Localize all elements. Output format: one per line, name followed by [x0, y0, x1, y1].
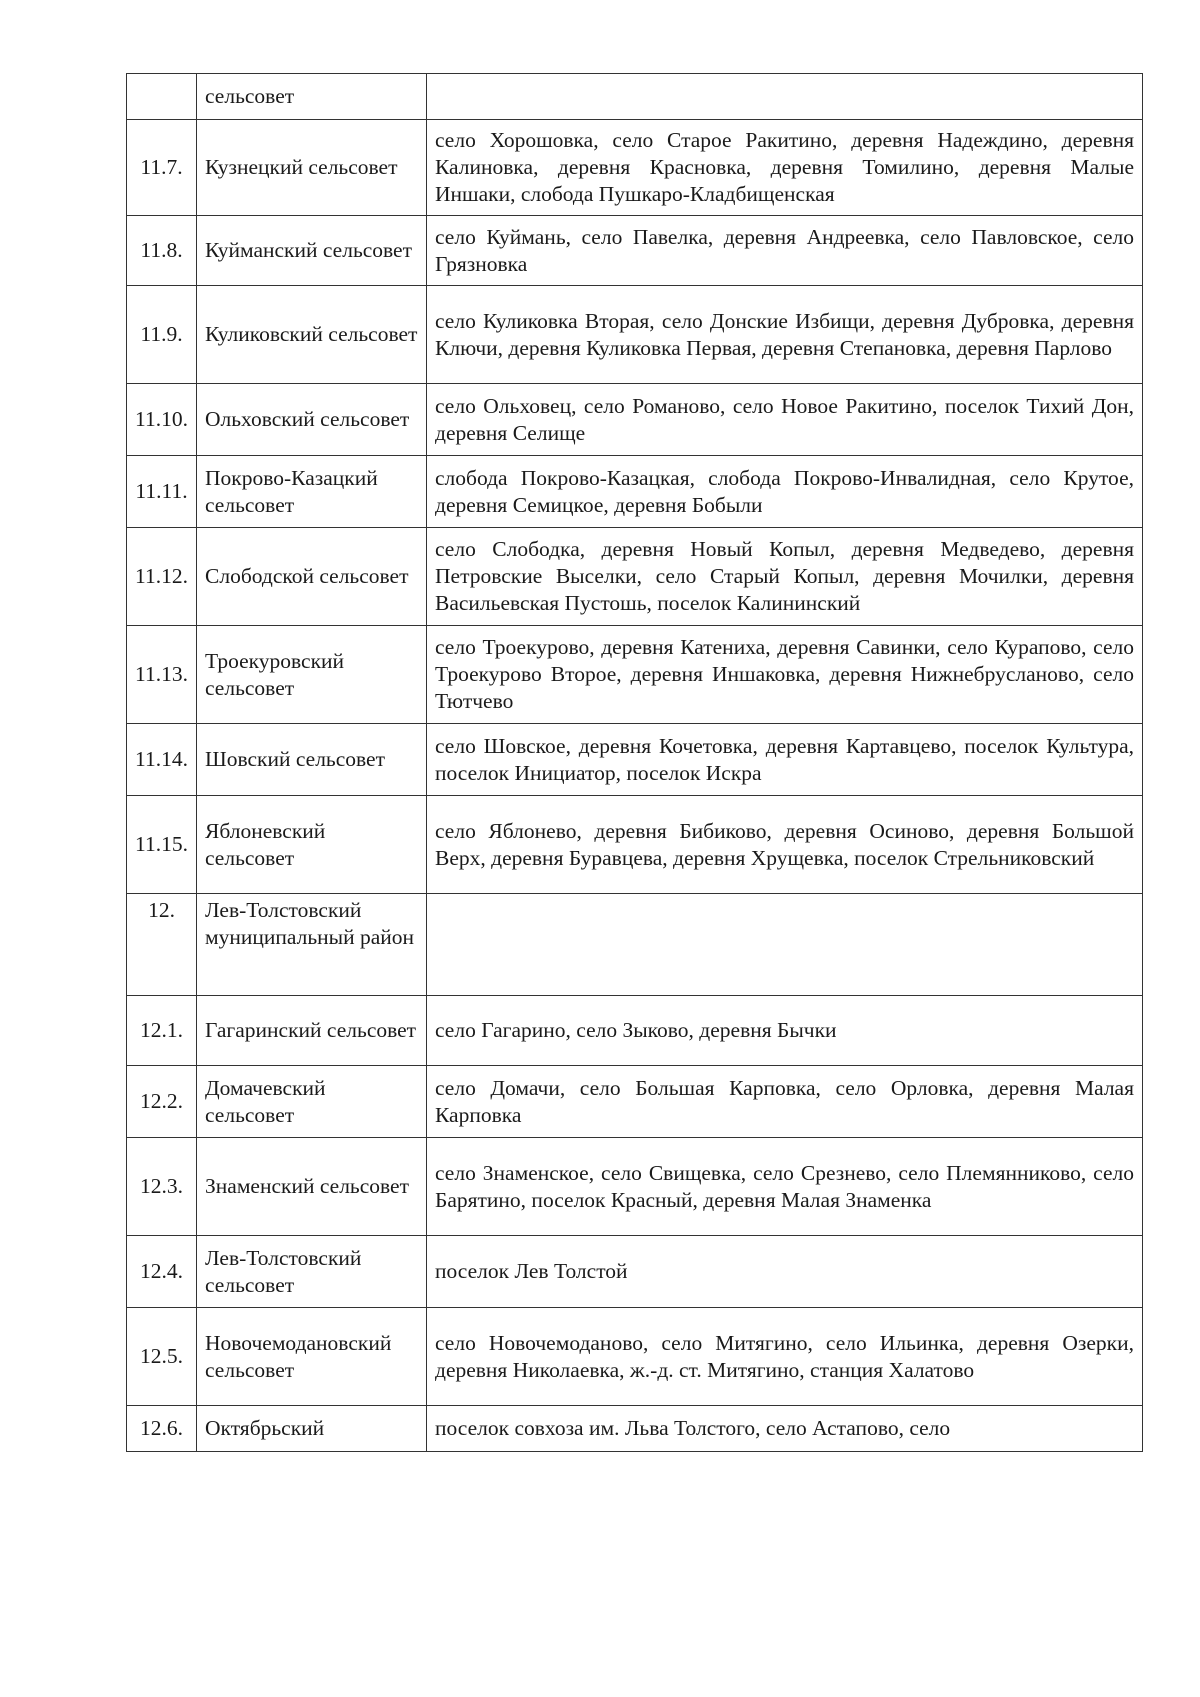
settlements-list: село Троекурово, деревня Катениха, деревня Савинки, село Курапово, село Троекурово Второе, деревня Иншаковка, деревня Нижнебруслановo, село Тютчево [427, 626, 1143, 724]
row-number: 11.14. [127, 724, 197, 796]
row-number: 12.5. [127, 1308, 197, 1406]
settlements-list: село Гагарино, село Зыково, деревня Бычки [427, 996, 1143, 1066]
council-name: Гагаринский сельсовет [197, 996, 427, 1066]
table-row [127, 626, 1143, 724]
council-name: Слободской сельсовет [197, 528, 427, 626]
settlements-list: поселок Лев Толстой [427, 1236, 1143, 1308]
district-name: Лев-Толстовский муниципальный район [197, 894, 427, 996]
table-row [127, 286, 1143, 384]
council-name: Куликовский сельсовет [197, 286, 427, 384]
table-row [127, 1066, 1143, 1138]
table-row [127, 216, 1143, 286]
settlements-list [427, 74, 1143, 120]
settlements-list: село Куймань, село Павелка, деревня Андреевка, село Павловское, село Грязновка [427, 216, 1143, 286]
council-name: Кузнецкий сельсовет [197, 120, 427, 216]
settlements-list: село Новочемоданово, село Митягино, село Ильинка, деревня Озерки, деревня Николаевка, ж.-д. ст. Митягино, станция Халатово [427, 1308, 1143, 1406]
table-row [127, 894, 1143, 996]
row-number: 11.12. [127, 528, 197, 626]
table-row [127, 384, 1143, 456]
council-name: Домачевский сельсовет [197, 1066, 427, 1138]
settlements-list: село Домачи, село Большая Карповка, село Орловка, деревня Малая Карповка [427, 1066, 1143, 1138]
row-number: 11.7. [127, 120, 197, 216]
settlements-list: село Куликовка Вторая, село Донские Избищи, деревня Дубровка, деревня Ключи, деревня Куликовка Первая, деревня Степановка, деревня Парлово [427, 286, 1143, 384]
row-number: 12.6. [127, 1406, 197, 1452]
table-row [127, 796, 1143, 894]
table-row [127, 1406, 1143, 1452]
table-row [127, 1138, 1143, 1236]
row-number: 12.2. [127, 1066, 197, 1138]
settlements-list: село Ольховец, село Романово, село Новое Ракитино, поселок Тихий Дон, деревня Селище [427, 384, 1143, 456]
settlements-list: село Яблонево, деревня Бибиково, деревня Осиново, деревня Большой Верх, деревня Буравцева, деревня Хрущевка, поселок Стрельниковский [427, 796, 1143, 894]
row-number [127, 74, 197, 120]
settlements-table [126, 73, 1143, 1452]
table-row [127, 528, 1143, 626]
council-name: Покрово-Казацкий сельсовет [197, 456, 427, 528]
table-row [127, 456, 1143, 528]
settlements-list: село Знаменское, село Свищевка, село Срезнево, село Племянниково, село Барятино, поселок Красный, деревня Малая Знаменка [427, 1138, 1143, 1236]
table-row [127, 74, 1143, 120]
settlements-list [427, 894, 1143, 996]
row-number: 12.4. [127, 1236, 197, 1308]
row-number: 12. [127, 894, 197, 996]
council-name: Куйманский сельсовет [197, 216, 427, 286]
row-number: 11.15. [127, 796, 197, 894]
row-number: 11.8. [127, 216, 197, 286]
settlements-list: село Хорошовка, село Старое Ракитино, деревня Надеждино, деревня Калиновка, деревня Красновка, деревня Томилино, деревня Малые Иншаки, слобода Пушкаро-Кладбищенская [427, 120, 1143, 216]
row-number: 12.1. [127, 996, 197, 1066]
row-number: 12.3. [127, 1138, 197, 1236]
row-number: 11.10. [127, 384, 197, 456]
table-row [127, 1308, 1143, 1406]
table-row [127, 120, 1143, 216]
settlements-list: поселок совхоза им. Льва Толстого, село Астапово, село [427, 1406, 1143, 1452]
council-name: Шовский сельсовет [197, 724, 427, 796]
council-name: Лев-Толстовский сельсовет [197, 1236, 427, 1308]
table-row [127, 1236, 1143, 1308]
council-name: Ольховский сельсовет [197, 384, 427, 456]
settlements-list: село Слободка, деревня Новый Копыл, деревня Медведево, деревня Петровские Выселки, село Старый Копыл, деревня Мочилки, деревня Васильевская Пустошь, поселок Калининский [427, 528, 1143, 626]
council-name: Знаменский сельсовет [197, 1138, 427, 1236]
settlements-list: слобода Покрово-Казацкая, слобода Покрово-Инвалидная, село Крутое, деревня Семицкое, деревня Бобыли [427, 456, 1143, 528]
row-number: 11.11. [127, 456, 197, 528]
row-number: 11.13. [127, 626, 197, 724]
council-name: Яблоневский сельсовет [197, 796, 427, 894]
table-row [127, 724, 1143, 796]
table-row [127, 996, 1143, 1066]
settlements-list: село Шовское, деревня Кочетовка, деревня Картавцево, поселок Культура, поселок Инициатор, поселок Искра [427, 724, 1143, 796]
row-number: 11.9. [127, 286, 197, 384]
council-name: сельсовет [197, 74, 427, 120]
council-name: Новочемодановский сельсовет [197, 1308, 427, 1406]
council-name: Октябрьский [197, 1406, 427, 1452]
council-name: Троекуровский сельсовет [197, 626, 427, 724]
